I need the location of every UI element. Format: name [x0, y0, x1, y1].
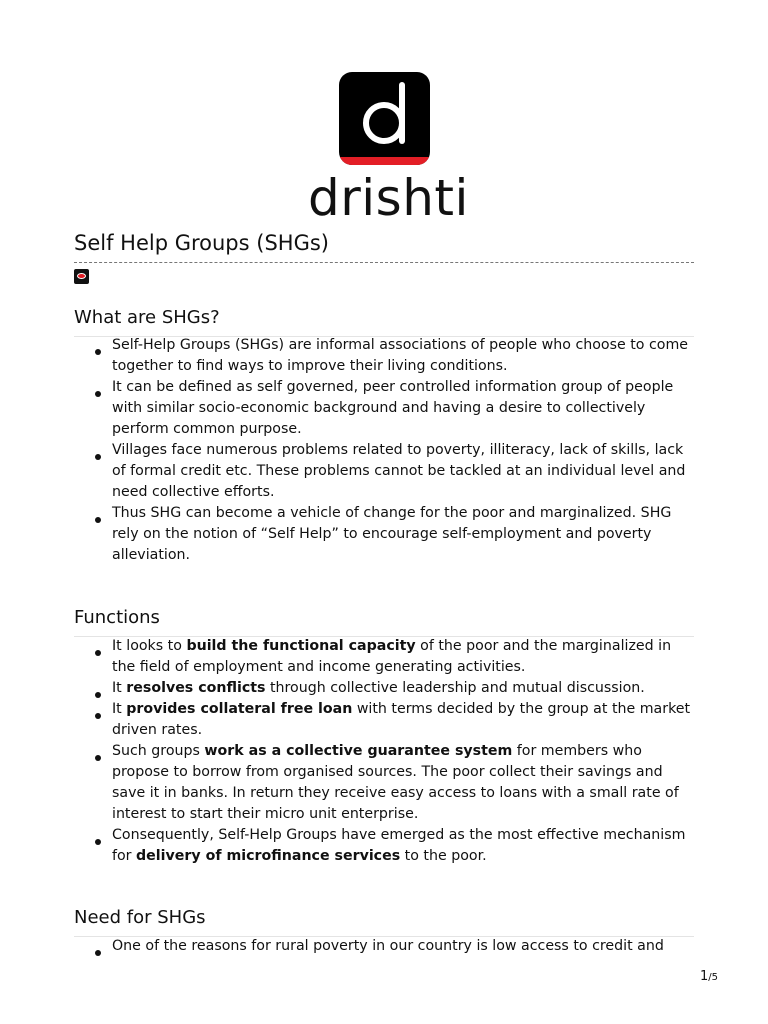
drishti-d-icon — [339, 72, 430, 165]
page-title: Self Help Groups (SHGs) — [74, 231, 329, 255]
brand-wordmark: drishti — [308, 169, 469, 227]
drishti-badge-icon — [74, 269, 89, 284]
need-for-shgs-list — [92, 936, 692, 957]
list-item: Consequently, Self-Help Groups have emerged as the most effective mechanism for delivery of microfinance services to the poor. — [92, 825, 692, 867]
logo-red-stripe — [339, 157, 430, 165]
section-heading-what-are-shgs: What are SHGs? — [74, 307, 220, 328]
list-item: It looks to build the functional capacity of the poor and the marginalized in the field of employment and income generating activities. — [92, 636, 692, 678]
functions-list — [92, 636, 692, 867]
list-item: One of the reasons for rural poverty in our country is low access to credit and — [92, 936, 692, 957]
list-item: Self-Help Groups (SHGs) are informal associations of people who choose to come together to find ways to improve their living conditions. — [92, 335, 692, 377]
page-number: 1/5 — [700, 969, 719, 984]
section-heading-functions: Functions — [74, 607, 160, 628]
title-divider — [74, 262, 694, 263]
section-heading-need-for-shgs: Need for SHGs — [74, 907, 206, 928]
list-item: Such groups work as a collective guarantee system for members who propose to borrow from organised sources. The poor collect their savings and save it in banks. In return they receive easy access to loans with a small rate of interest to start their micro unit enterprise. — [92, 741, 692, 825]
list-item: It provides collateral free loan with terms decided by the group at the market driven rates. — [92, 699, 692, 741]
list-item: It can be defined as self governed, peer controlled information group of people with similar socio-economic background and having a desire to collectively perform common purpose. — [92, 377, 692, 440]
list-item: Thus SHG can become a vehicle of change for the poor and marginalized. SHG rely on the notion of “Self Help” to encourage self-employment and poverty alleviation. — [92, 503, 692, 566]
list-item: Villages face numerous problems related to poverty, illiteracy, lack of skills, lack of formal credit etc. These problems cannot be tackled at an individual level and need collective efforts. — [92, 440, 692, 503]
what-are-shgs-list — [92, 335, 692, 566]
list-item: It resolves conflicts through collective leadership and mutual discussion. — [92, 678, 692, 699]
